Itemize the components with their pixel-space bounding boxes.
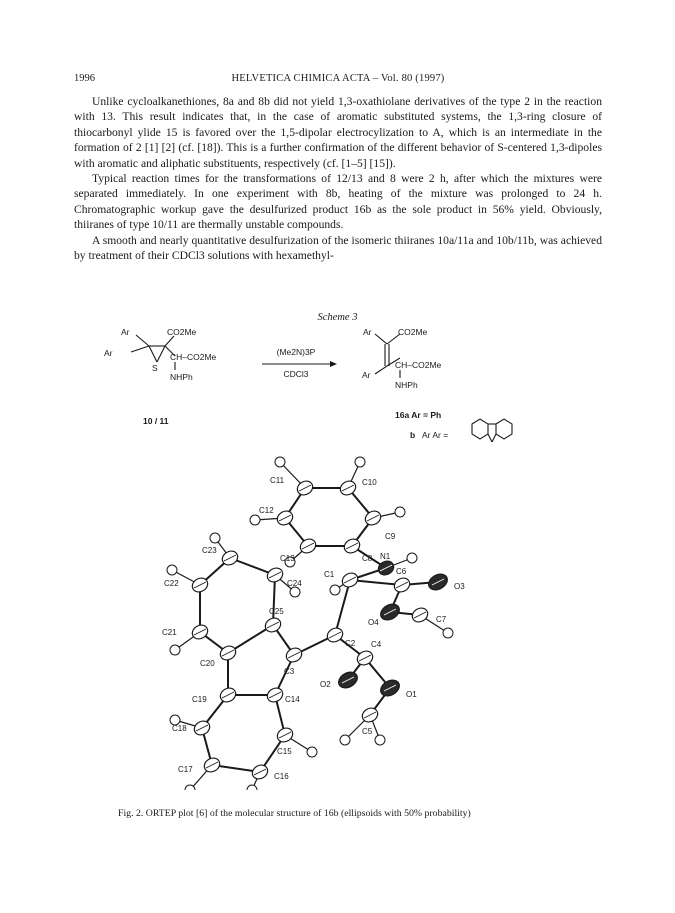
hydrogen-atom	[250, 515, 260, 525]
paragraph: Unlike cycloalkanethiones, 8a and 8b did not yield 1,3-oxathiolane derivatives of the type 2 in the reaction with 13. This result indicates that, in the case of aromatic substituted systems, the 1,3-ring closure of thiocarbonyl ylide 15 is favored over the 1,5-dipolar electrocylization to A, which is an intermediate in the formation of 2 [1] [2] (cf. [18]). This is a further confirmation of the different behavior of S-centered 1,3-dipoles with aromatic and aliphatic substituents, respectively (cf. [1–5] [15]).	[74, 95, 602, 170]
scheme-ch-co2me-2: CH–CO2Me	[395, 360, 442, 370]
atom-label: C22	[164, 579, 179, 588]
atom-label: C17	[178, 765, 193, 774]
atom-label: N1	[380, 552, 391, 561]
hydrogen-atom	[290, 587, 300, 597]
compound-16b-prefix: b	[410, 430, 416, 440]
atom-label: C13	[280, 554, 295, 563]
atom-label: C25	[269, 607, 284, 616]
atom-label: O4	[368, 618, 379, 627]
scheme-sulfur: S	[152, 363, 158, 373]
atom-label: C15	[277, 747, 292, 756]
scheme-ch-co2me-1: CH–CO2Me	[170, 352, 217, 362]
ortep-structure	[130, 450, 530, 790]
scheme-ar-4: Ar	[362, 370, 371, 380]
hydrogen-atom	[407, 553, 417, 563]
reagent-top: (Me2N)3P	[276, 347, 316, 357]
atom-label: O3	[454, 582, 465, 591]
atom-label: O1	[406, 690, 417, 699]
atom-label: C11	[270, 476, 285, 485]
atom-label: C12	[259, 506, 274, 515]
atom-label: C19	[192, 695, 207, 704]
atom-label: C7	[436, 615, 447, 624]
atom-label: C23	[202, 546, 217, 555]
atom-label: C10	[362, 478, 377, 487]
compound-16a-label: 16a Ar = Ph	[395, 410, 442, 420]
paragraph: A smooth and nearly quantitative desulfurization of the isomeric thiiranes 10a/11a and 10b/11b, was achieved by treatment of their CDCl3 solutions with hexamethyl-	[74, 233, 602, 263]
hydrogen-atom	[330, 585, 340, 595]
scheme-nhph-1: NHPh	[170, 372, 193, 382]
atom-label: C21	[162, 628, 177, 637]
left-compound-label: 10 / 11	[143, 416, 169, 426]
fluorene-icon	[472, 419, 512, 442]
scheme-nhph-2: NHPh	[395, 380, 418, 390]
scheme-co2me-1: CO2Me	[167, 327, 197, 337]
compound-16b-ar-ar: Ar Ar =	[422, 430, 449, 440]
scheme-ar-1: Ar	[121, 327, 130, 337]
paragraph: Typical reaction times for the transformations of 12/13 and 8 were 2 h, after which the mixtures were separated immediately. In one experiment with 8b, heating of the mixture was prolonged to 24 h. Chromatographic workup gave the desulfurized product 16b as the sole product in 56% yield. Obviously, thiiranes of type 10/11 are thermally unstable compounds.	[74, 172, 602, 232]
hydrogen-atom	[170, 645, 180, 655]
scheme-ar-2: Ar	[104, 348, 113, 358]
scheme-co2me-2: CO2Me	[398, 327, 428, 337]
hydrogen-atom	[355, 457, 365, 467]
atom-label: C6	[396, 567, 407, 576]
scheme-ar-3: Ar	[363, 327, 372, 337]
hydrogen-atom	[340, 735, 350, 745]
atom-label: C16	[274, 772, 289, 781]
hydrogen-atom	[247, 785, 257, 790]
body-text	[74, 94, 602, 263]
atom-label: C3	[284, 667, 295, 676]
atom-label: C24	[287, 579, 302, 588]
atom-label: C2	[345, 639, 356, 648]
hydrogen-atom	[443, 628, 453, 638]
atom-label: C18	[172, 724, 187, 733]
reagent-bottom: CDCl3	[283, 369, 309, 379]
atom-label: C1	[324, 570, 335, 579]
page-number: 1996	[74, 73, 95, 84]
atom-label: C14	[285, 695, 300, 704]
reaction-scheme	[0, 318, 675, 448]
hydrogen-atom	[307, 747, 317, 757]
journal-title: HELVETICA CHIMICA ACTA – Vol. 80 (1997)	[231, 73, 445, 84]
atom-label: C8	[362, 554, 373, 563]
hydrogen-atom	[375, 735, 385, 745]
atom-label: O2	[320, 680, 331, 689]
hydrogen-atom	[210, 533, 220, 543]
hydrogen-atom	[395, 507, 405, 517]
scheme-title: Scheme 3	[317, 312, 358, 323]
hydrogen-atom	[275, 457, 285, 467]
atom-label: C5	[362, 727, 373, 736]
figure-caption: Fig. 2. ORTEP plot [6] of the molecular structure of 16b (ellipsoids with 50% probability)	[118, 808, 471, 819]
hydrogen-atom	[167, 565, 177, 575]
atom-label: C9	[385, 532, 396, 541]
atom-label: C20	[200, 659, 215, 668]
atom-label: C4	[371, 640, 382, 649]
